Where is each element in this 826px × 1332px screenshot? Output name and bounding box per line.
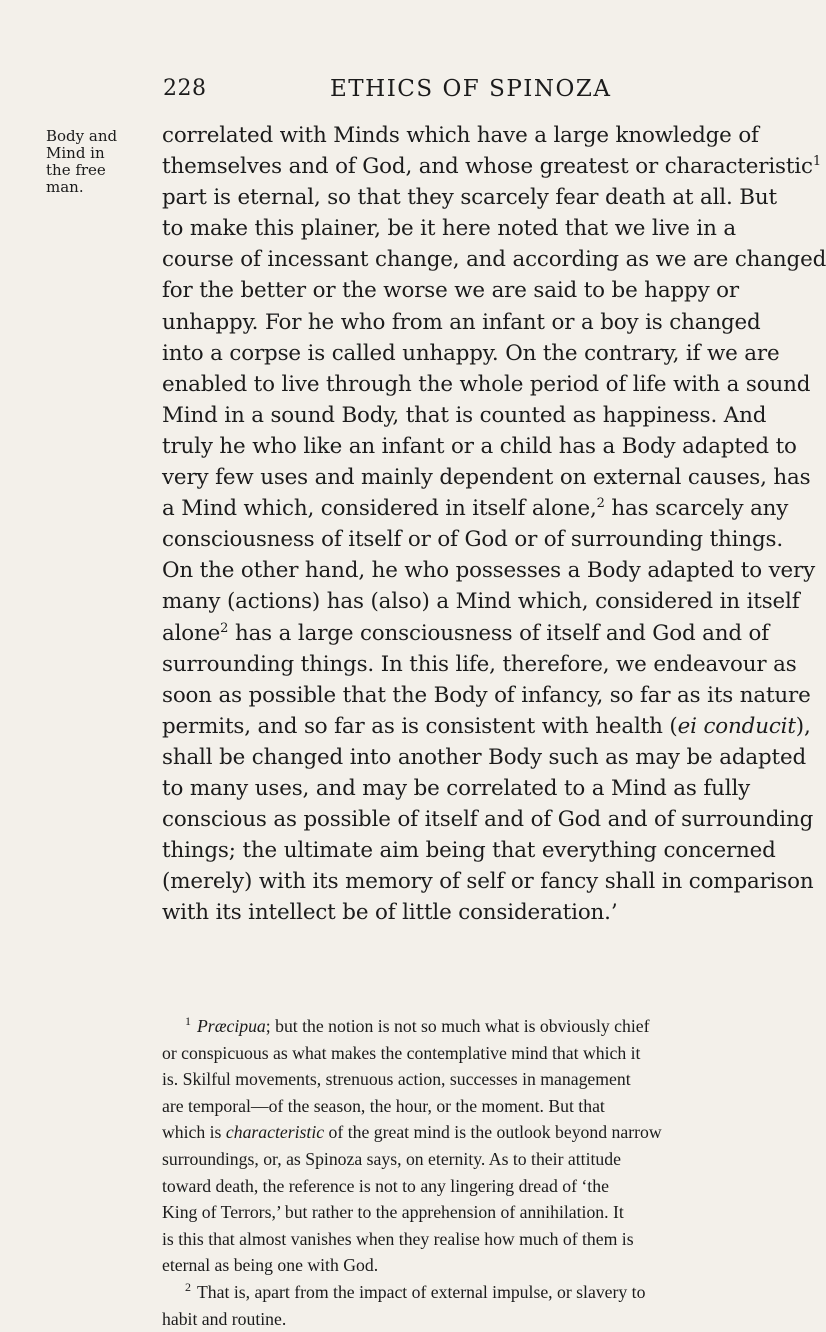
emphasis-term: characteristic	[225, 1122, 325, 1143]
footnote-line: King of Terrors,’ but rather to the apprehension of annihilation. It	[162, 1202, 624, 1223]
text-line: things; the ultimate aim being that everything concerned	[162, 838, 776, 864]
text-line	[162, 493, 789, 524]
text-line: soon as possible that the Body of infancy, so far as its nature	[162, 682, 811, 708]
margin-note-line: Mind in	[46, 144, 105, 162]
text-line: for the better or the worse we are said to be happy or	[162, 278, 739, 304]
footnote-line	[162, 1119, 754, 1146]
text-line: to make this plainer, be it here noted that we live in a	[162, 216, 736, 242]
text-line: to many uses, and may be correlated to a Mind as fully	[162, 775, 751, 801]
footnote-number: 2	[185, 1279, 191, 1294]
footnote-line: toward death, the reference is not to any lingering dread of ‘the	[162, 1175, 609, 1196]
page-number: 228	[163, 76, 207, 101]
footnote-line: surroundings, or, as Spinoza says, on eternity. As to their attitude	[162, 1148, 621, 1169]
margin-note	[46, 128, 146, 196]
footnote-number: 1	[185, 1014, 191, 1028]
footnote-line	[162, 1013, 754, 1040]
text-segment: a Mind which, considered in itself alone,	[162, 496, 597, 522]
text-line: course of incessant change, and according as we are changed	[162, 247, 826, 273]
text-line: into a corpse is called unhappy. On the contrary, if we are	[162, 340, 780, 366]
text-line: very few uses and mainly dependent on external causes, has	[162, 465, 811, 491]
text-segment: of the great mind is the outlook beyond narrow	[324, 1122, 662, 1143]
footnote-line: is. Skilful movements, strenuous action, successes in management	[162, 1069, 631, 1090]
text-line	[162, 711, 811, 742]
footnote-line: eternal as being one with God.	[162, 1255, 379, 1276]
text-segment: themselves and of God, and whose greatest or characteristic	[162, 154, 813, 180]
text-segment: alone	[162, 620, 221, 646]
text-line: surrounding things. In this life, therefore, we endeavour as	[162, 651, 797, 677]
footnote-ref: 2	[220, 620, 229, 636]
text-line: shall be changed into another Body such as may be adapted	[162, 744, 807, 770]
text-line	[162, 151, 821, 182]
text-line: with its intellect be of little consideration.’	[162, 900, 618, 926]
footnote-line: are temporal—of the season, the hour, or the moment. But that	[162, 1095, 605, 1116]
footnotes	[162, 1013, 754, 1332]
text-line: conscious as possible of itself and of God and of surrounding	[162, 807, 814, 833]
text-line: truly he who like an infant or a child has a Body adapted to	[162, 433, 797, 459]
text-line: consciousness of itself or of God or of surrounding things.	[162, 527, 783, 553]
footnote-line: habit and routine.	[162, 1308, 287, 1329]
text-segment: That is, apart from the impact of external impulse, or slavery to	[197, 1281, 646, 1302]
footnote-line: is this that almost vanishes when they realise how much of them is	[162, 1228, 634, 1249]
text-segment: which is	[162, 1122, 226, 1143]
text-line: enabled to live through the whole period of life with a sound	[162, 371, 811, 397]
text-segment: has scarcely any	[604, 496, 789, 522]
footnote-line: or conspicuous as what makes the contemplative mind that which it	[162, 1042, 641, 1063]
latin-phrase: ei conducit	[677, 713, 796, 739]
margin-note-line: the free	[46, 161, 106, 179]
running-head: ETHICS OF SPINOZA	[330, 76, 612, 102]
text-line: (merely) with its memory of self or fancy shall in comparison	[162, 869, 814, 895]
text-line: many (actions) has (also) a Mind which, considered in itself	[162, 589, 800, 615]
text-segment: ),	[795, 713, 811, 739]
text-line: part is eternal, so that they scarcely fear death at all. But	[162, 185, 777, 211]
text-line: unhappy. For he who from an infant or a boy is changed	[162, 309, 761, 335]
text-segment: permits, and so far as is consistent with health (	[162, 713, 678, 739]
main-text	[162, 120, 826, 928]
margin-note-line: man.	[46, 178, 84, 196]
text-segment: ; but the notion is not so much what is obviously chief	[265, 1016, 650, 1036]
text-line: correlated with Minds which have a large knowledge of	[162, 123, 759, 148]
text-segment: has a large consciousness of itself and God and of	[228, 620, 770, 646]
footnote-ref: 2	[596, 496, 605, 512]
margin-note-line: Body and	[46, 127, 118, 145]
footnote-ref: 1	[812, 154, 821, 170]
latin-term: Præcipua	[197, 1016, 266, 1036]
text-line	[162, 618, 770, 649]
text-line: Mind in a sound Body, that is counted as happiness. And	[162, 402, 767, 428]
text-line: On the other hand, he who possesses a Body adapted to very	[162, 558, 816, 584]
footnote-line	[162, 1279, 754, 1306]
